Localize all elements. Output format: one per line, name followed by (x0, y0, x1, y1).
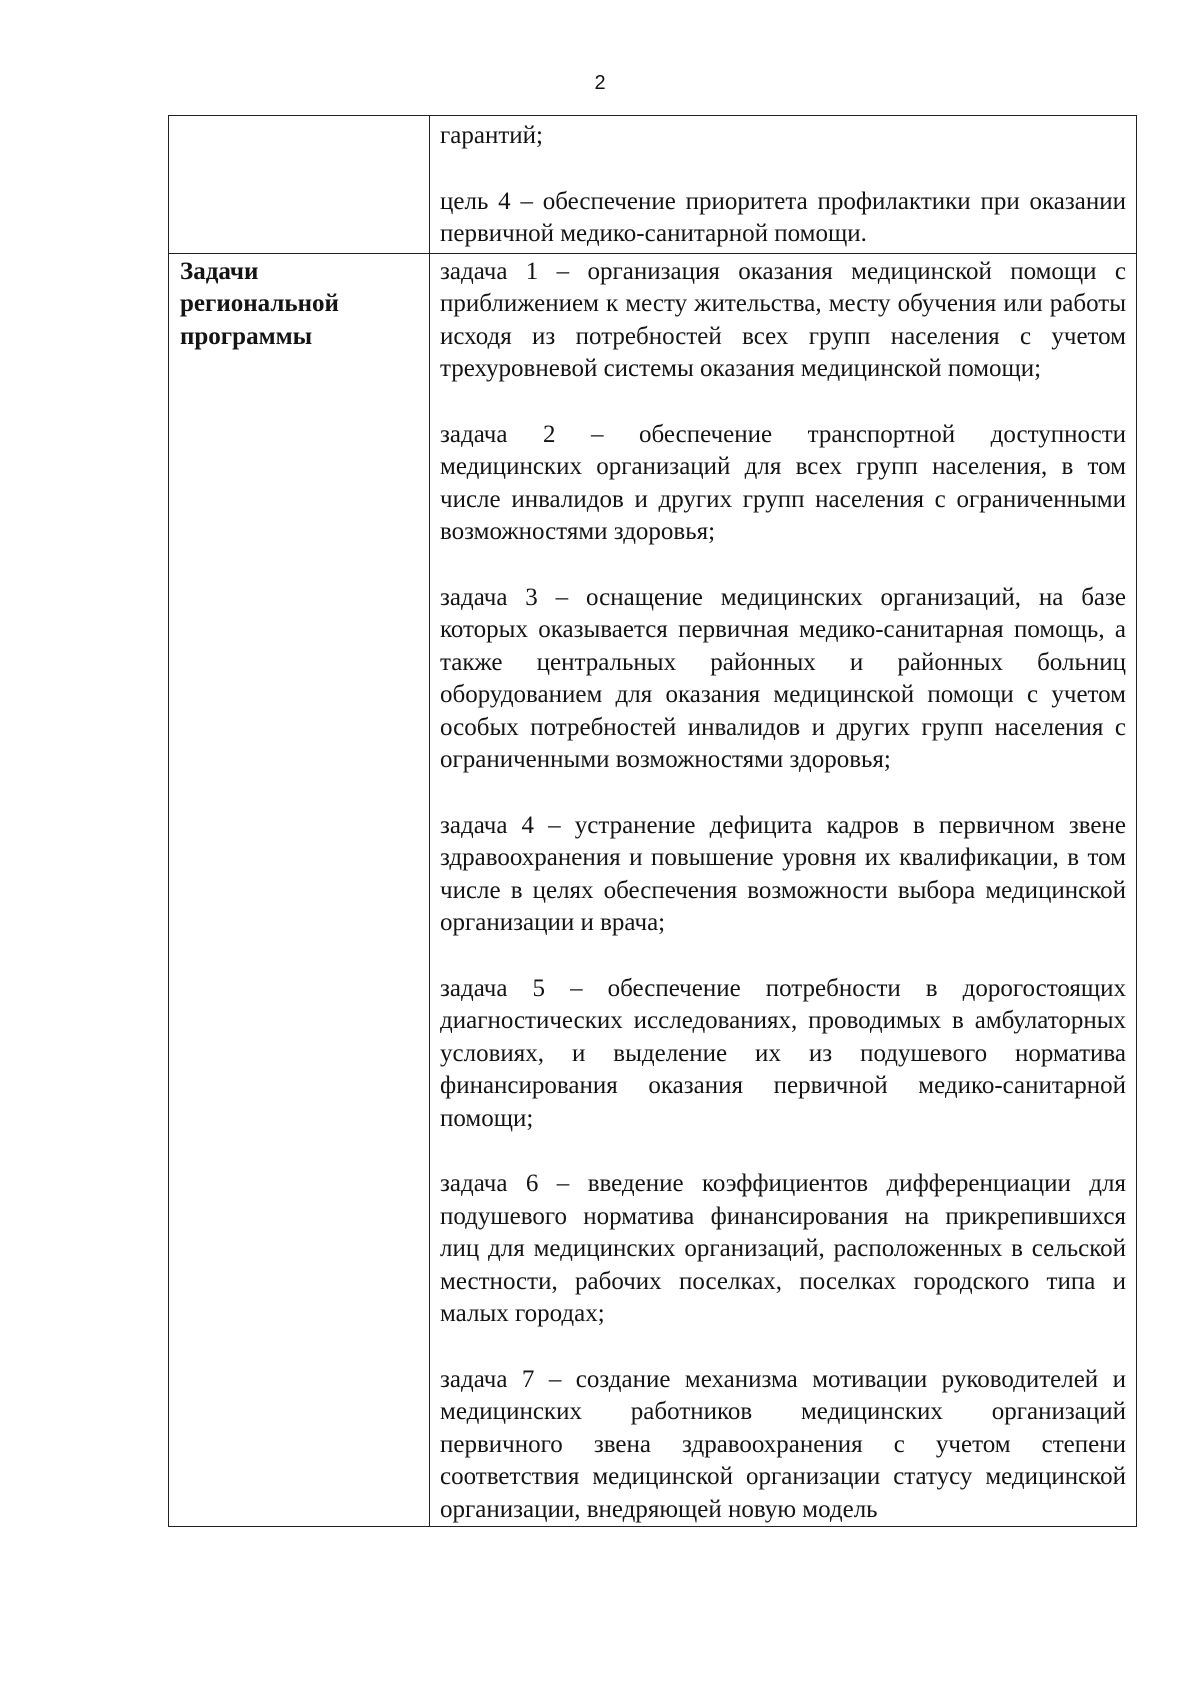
label-line: Задачи (180, 257, 259, 285)
task-6-paragraph: задача 6 – введение коэффициентов дифференциации для подушевого норматива финансирования на прикрепившихся лиц для медицинских организаций, расположенных в сельской местности, рабочих поселках, поселках городского типа и малых городах; (440, 1170, 1126, 1327)
task-4-paragraph: задача 4 – устранение дефицита кадров в первичном звене здравоохранения и повышение уровня их квалификации, в том числе в целях обеспечения возможности выбора медицинской организации и врача; (440, 811, 1126, 936)
task-3-paragraph: задача 3 – оснащение медицинских организаций, на базе которых оказывается первичная медико-санитарная помощь, а также центральных районных и районных больниц оборудованием для оказания медицинской помощи с учетом особых потребностей инвалидов и других групп населения с ограниченными возможностями здоровья; (440, 583, 1126, 773)
task-5-paragraph: задача 5 – обеспечение потребности в дорогостоящих диагностических исследованиях, проводимых в амбулаторных условиях, и выделение их из подушевого норматива финансирования оказания первичной медико-санитарной помощи; (440, 974, 1126, 1132)
label-line: программы (180, 322, 313, 350)
row-label-cell (169, 253, 430, 1527)
row-label-cell (169, 116, 430, 254)
task-2-paragraph: задача 2 – обеспечение транспортной доступности медицинских организаций для всех групп населения, в том числе инвалидов и других групп населения с ограниченными возможностями здоровья; (440, 420, 1126, 545)
task-7-paragraph: задача 7 – создание механизма мотивации руководителей и медицинских работников медицинских организаций первичного звена здравоохранения с учетом степени соответствия медицинской организации статусу медицинской организации, внедряющей новую модель (440, 1365, 1126, 1523)
table-row (169, 116, 1137, 254)
table-row (169, 253, 1137, 1527)
paragraph: гарантий; (440, 122, 543, 149)
page-number: 2 (594, 72, 606, 94)
program-passport-table (168, 115, 1137, 1527)
label-line: региональной (180, 290, 339, 317)
task-1-paragraph: задача 1 – организация оказания медицинской помощи с приближением к месту жительства, месту обучения или работы исходя из потребностей всех групп населения с учетом трехуровневой системы оказания медицинской помощи; (440, 257, 1126, 382)
row-content-cell (430, 253, 1137, 1527)
row-content-cell (430, 116, 1137, 254)
paragraph: цель 4 – обеспечение приоритета профилактики при оказании первичной медико-санитарной помощи. (440, 187, 1126, 247)
